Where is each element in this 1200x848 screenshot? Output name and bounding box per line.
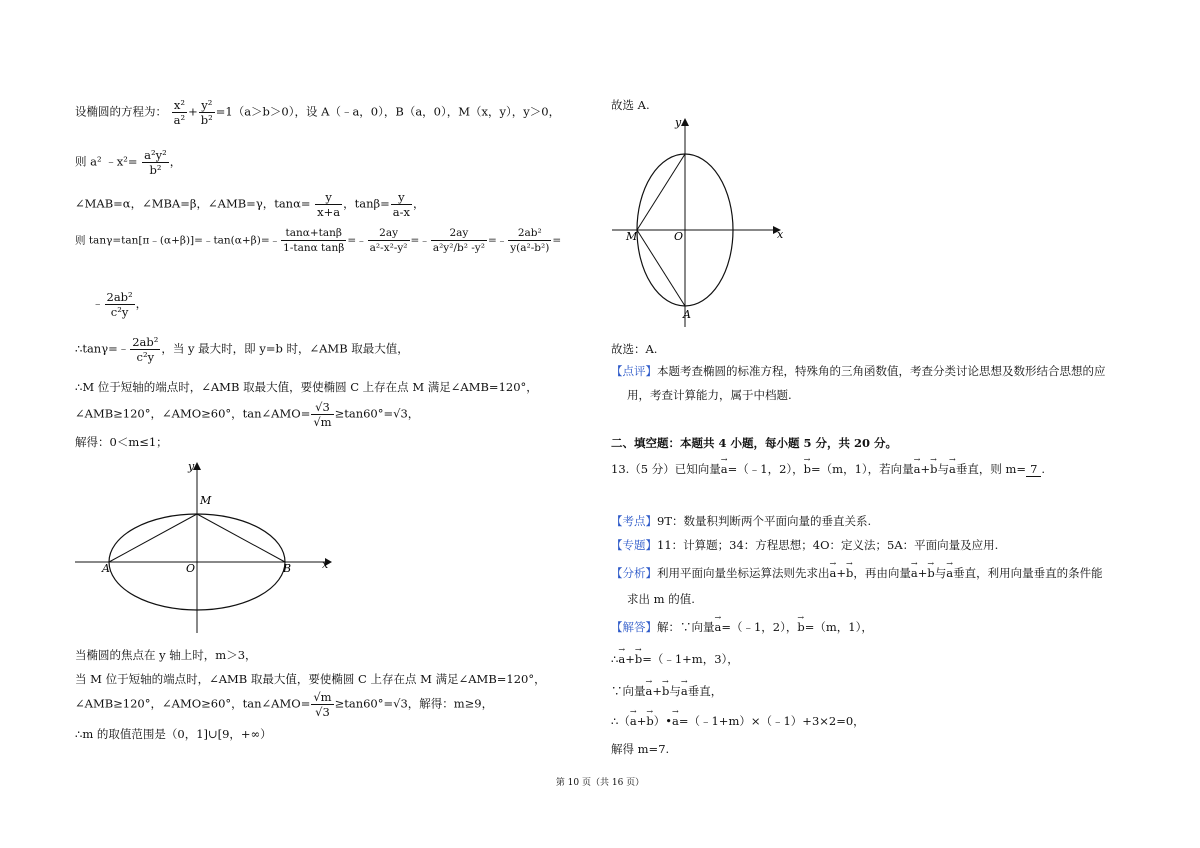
label-O: O (186, 562, 196, 575)
ellipse-figure-horizontal (70, 458, 335, 638)
fraction: $\frac{y}{a-x}$ (392, 190, 411, 219)
label-A: A (683, 308, 691, 321)
line-angles: ∠MAB=α，∠MBA=β，∠AMB=γ，tanα= $\frac{y}{x+a}$ ，tanβ= $\frac{y}{a-x}$ ， (75, 190, 425, 219)
line-tangent-derivation: 则 tanγ=tan[π﹣(α+β)]=﹣tan(α+β)=﹣ $\frac{\tan\alpha+\tan\beta}{\text{1-tanα tanβ}}$ =﹣ $\frac{2ay}{\text{a²-x²-y²}}$ =﹣ $\frac{2ay}{\text{a²y²/b² -y²}}$ =﹣ $\frac{\text{2ab²}}{\text{y(a²-b²)}}$ = (75, 227, 562, 254)
fraction: $\frac{\text{x²}}{\text{a²}}$ (173, 98, 186, 127)
comment-tag: 【点评】 (611, 364, 657, 378)
analysis-continued: 求出 m 的值. (627, 592, 695, 606)
line-relation: 则 a² ﹣x²= $\frac{\text{a²y²}}{\text{b²}}$ ， (75, 148, 182, 177)
line-condition: ∠AMB≥120°，∠AMO≥60°，tan∠AMO= $\frac{√3}{√m}$ ≥tan60°=√3， (75, 400, 420, 429)
line-choose-a-2: 故选：A. (611, 342, 658, 356)
line-result: ﹣ $\frac{\text{2ab²}}{\text{c²y}}$ ， (92, 290, 148, 319)
fraction: $\frac{2ay}{\text{a²-x²-y²}}$ (369, 227, 408, 254)
label-y: y (675, 116, 682, 129)
line-short-axis-2: 当 M 位于短轴的端点时，∠AMB 取最大值，要使椭圆 C 上存在点 M 满足∠AMB=120°， (75, 672, 546, 686)
line-range: ∴m 的取值范围是（0，1]∪[9，+∞） (75, 727, 272, 741)
line-tangent-max: ∴tanγ=﹣ $\frac{\text{2ab²}}{\text{c²y}}$ ，当 y 最大时，即 y=b 时，∠AMB 取最大值， (75, 335, 409, 364)
solution-line-4: ∴（→ a+→ b）•→ a=（﹣1+m）×（﹣1）+3×2=0， (611, 714, 865, 728)
comment-continued: 用，考查计算能力，属于中档题. (627, 388, 792, 402)
line-focus-y: 当椭圆的焦点在 y 轴上时，m＞3， (75, 648, 257, 662)
label-M: M (626, 230, 638, 243)
analysis: 【分析】利用平面向量坐标运算法则先求出→ a+→ b，再由向量→ a+→ b与→ a垂直，利用向量垂直的条件能 (611, 566, 1103, 580)
label-y: y (188, 460, 195, 473)
section-heading: 二、填空题：本题共 4 小题，每小题 5 分，共 20 分。 (611, 436, 898, 450)
fraction: $\frac{\text{2ab²}}{\text{c²y}}$ (132, 335, 159, 364)
label-O: O (674, 230, 684, 243)
fraction: $\frac{2ay}{\text{a²y²/b² -y²}}$ (432, 227, 485, 254)
line-choose-a: 故选 A. (611, 98, 650, 112)
fraction: $\frac{\text{a²y²}}{\text{b²}}$ (144, 148, 167, 177)
page-footer: 第 10 页（共 16 页） (555, 778, 645, 788)
topic: 【专题】11：计算题；34：方程思想；4O：定义法；5A：平面向量及应用. (611, 538, 999, 552)
fraction: $\frac{\text{2ab²}}{\text{y(a²-b²)}}$ (510, 227, 550, 254)
comment-block: 【点评】本题考查椭圆的标准方程，特殊角的三角函数值，考查分类讨论思想及数形结合思想的应 (611, 364, 1106, 378)
label-x: x (322, 558, 329, 571)
label-B: B (283, 562, 292, 575)
line-solution-1: 解得：0＜m≤1； (75, 435, 168, 449)
solution-line-1: 【解答】解：∵向量→ a=（﹣1，2），→ b=（m，1）， (611, 620, 873, 634)
label-M: M (200, 494, 212, 507)
analysis-tag: 【分析】 (611, 566, 657, 580)
fraction: $\frac{\text{2ab²}}{\text{c²y}}$ (106, 290, 133, 319)
line-ellipse-setup: 设椭圆的方程为： $\frac{\text{x²}}{\text{a²}}$ + $\frac{\text{y²}}{\text{b²}}$ =1（a＞b＞0），设 A（﹣a，0），B（a，0），M（x，y），y＞0， (75, 98, 561, 127)
knowledge-tag: 【考点】 (611, 514, 657, 528)
question-13: 13.（5 分）已知向量→ a=（﹣1，2），→ b=（m，1），若向量→ a+→ b与→ a垂直，则 m= 7 . (611, 462, 1045, 477)
answer-blank: 7 (1026, 462, 1041, 477)
line-short-axis: ∴M 位于短轴的端点时，∠AMB 取最大值，要使椭圆 C 上存在点 M 满足∠AMB=120°， (75, 380, 538, 394)
label-A: A (102, 562, 110, 575)
label-x: x (777, 228, 784, 241)
solution-line-3: ∵向量→ a+→ b与→ a垂直， (611, 684, 722, 698)
topic-tag: 【专题】 (611, 538, 657, 552)
solution-line-5: 解得 m=7. (611, 742, 670, 756)
solution-tag: 【解答】 (611, 620, 657, 634)
fraction: $\frac{\text{y²}}{\text{b²}}$ (200, 98, 213, 127)
fraction: $\frac{√3}{√m}$ (313, 400, 332, 429)
fraction: $\frac{√m}{√3}$ (313, 690, 332, 719)
solution-line-2: ∴→ a+→ b=（﹣1+m，3）， (611, 652, 739, 666)
fraction: $\frac{\tan\alpha+\tan\beta}{\text{1-tanα tanβ}}$ (283, 227, 345, 254)
knowledge-point: 【考点】9T：数量积判断两个平面向量的垂直关系. (611, 514, 872, 528)
line-condition-2: ∠AMB≥120°，∠AMO≥60°，tan∠AMO= $\frac{√m}{√3}$ ≥tan60°=√3，解得：m≥9， (75, 690, 494, 719)
ellipse-figure-vertical (610, 112, 795, 330)
fraction: $\frac{y}{x+a}$ (317, 190, 341, 219)
